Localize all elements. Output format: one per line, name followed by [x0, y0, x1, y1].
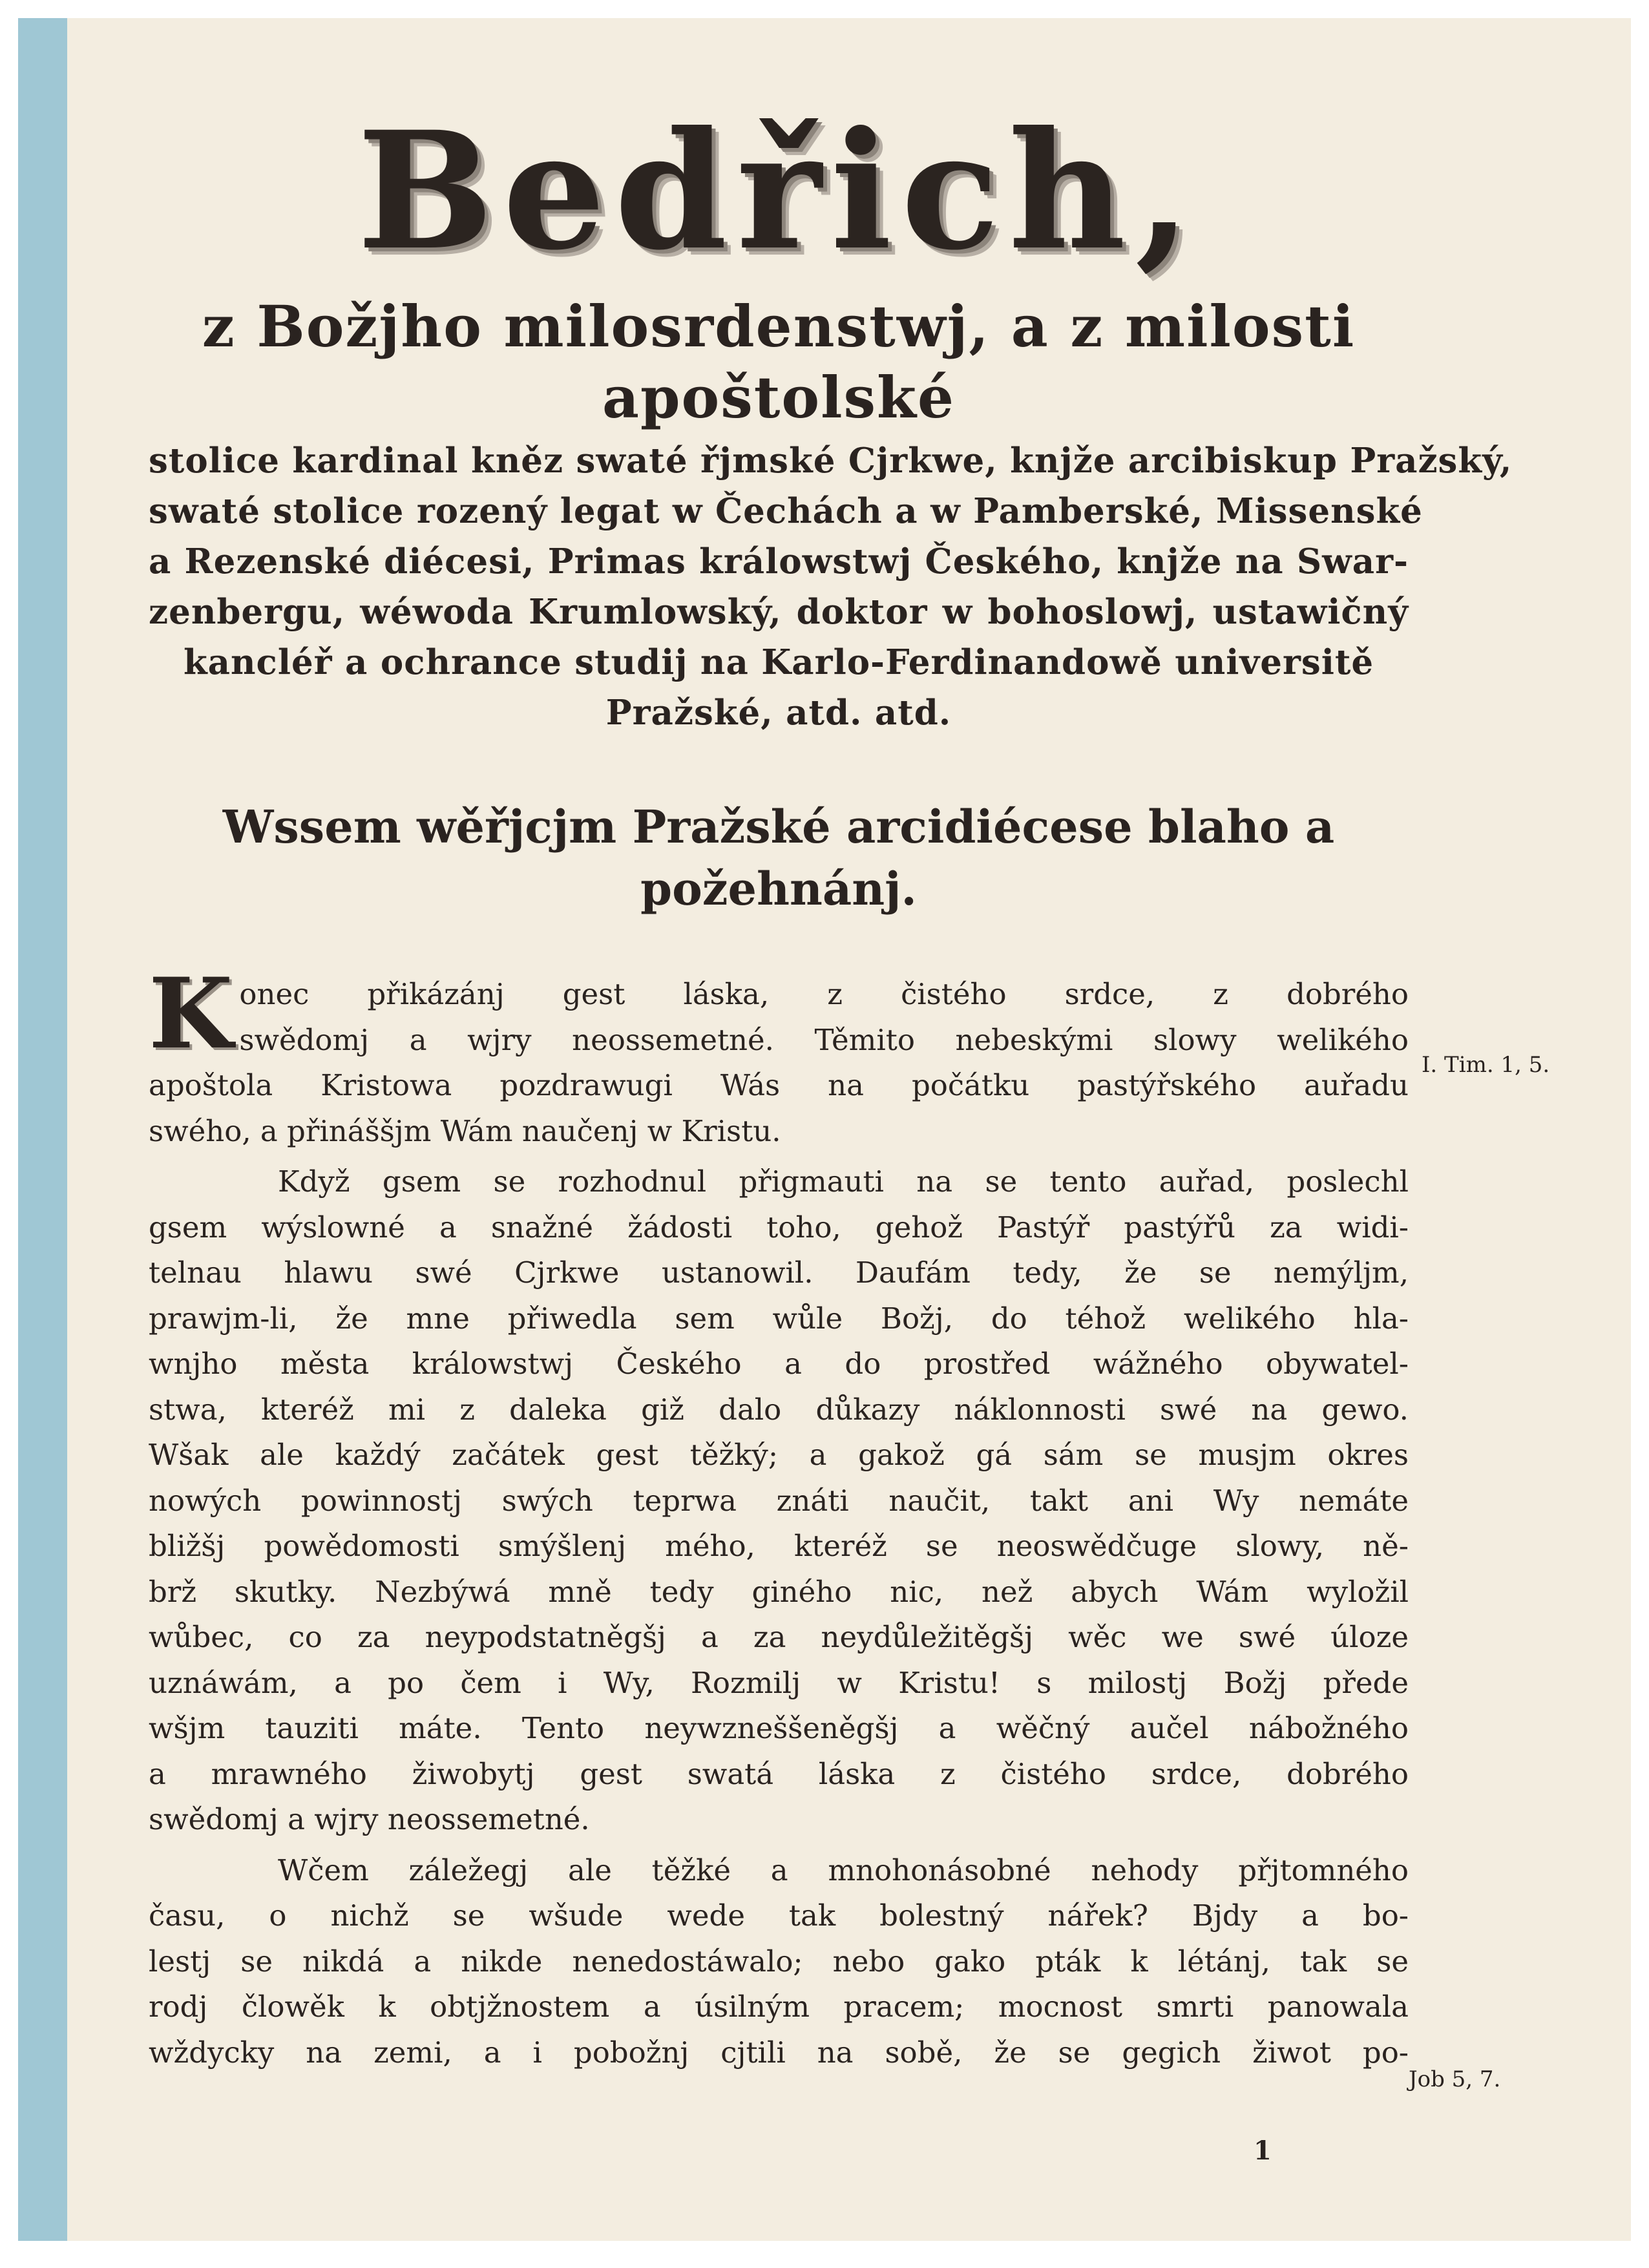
body-line: apoštola Kristowa pozdrawugi Wás na počátku pastýřského auřadu — [149, 1068, 1409, 1102]
body-line: stwa, kteréž mi z daleka giž dalo důkazy náklonnosti swé na gewo. — [149, 1392, 1409, 1427]
body-line: lestj se nikdá a nikde nenedostáwalo; nebo gako pták k létánj, tak se — [149, 1944, 1409, 1979]
subtitle-line: kancléř a ochrance studij na Karlo-Ferdinandowě universitě — [183, 642, 1374, 682]
margin-note-tim: I. Tim. 1, 5. — [1422, 1052, 1550, 1078]
body-line: uznáwám, a po čem i Wy, Rozmilj w Kristu! s milostj Božj přede — [149, 1665, 1409, 1700]
body-line: nowých powinnostj swých teprwa znáti naučit, takt ani Wy nemáte — [149, 1483, 1409, 1518]
body-line: swého, a přináššjm Wám naučenj w Kristu. — [149, 1113, 781, 1148]
paragraph-2 — [149, 1159, 1409, 1843]
body-line: swědomj a wjry neossemetné. Těmito nebeskými slowy welikého — [239, 1022, 1409, 1057]
body-line: brž skutky. Nezbýwá mně tedy giného nic, než abych Wám wyložil — [149, 1574, 1409, 1609]
body-line: Wšak ale každý začátek gest těžký; a gakož gá sám se musjm okres — [149, 1438, 1409, 1472]
body-line: onec přikázánj gest láska, z čistého srdce, z dobrého — [239, 977, 1409, 1011]
body-line: gsem wýslowné a snažné žádosti toho, gehož Pastýř pastýřů za widi- — [149, 1210, 1409, 1244]
subtitle-lead-line: z Božjho milosrdenstwj, a z milosti apoštolské — [202, 293, 1356, 431]
subtitle-line: zenbergu, wéwoda Krumlowský, doktor w bohoslowj, ustawičný — [149, 592, 1409, 632]
paragraph-3 — [149, 1848, 1409, 2076]
body-line: a mrawného žiwobytj gest swatá láska z čistého srdce, dobrého — [149, 1756, 1409, 1791]
subtitle-line: Pražské, atd. atd. — [605, 693, 952, 733]
paragraph-1 — [149, 957, 1409, 1154]
document-title: Bedřich, — [357, 96, 1201, 286]
page-number: 1 — [1254, 2136, 1272, 2166]
greeting-line: požehnánj. — [640, 862, 917, 916]
greeting-line: Wssem wěřjcjm Pražské arcidiécese blaho a — [222, 800, 1335, 854]
body-line: telnau hlawu swé Cjrkwe ustanowil. Daufám tedy, že se nemýljm, — [149, 1255, 1409, 1290]
body-line: swědomj a wjry neossemetné. — [149, 1802, 590, 1836]
margin-note-job: Job 5, 7. — [1409, 2066, 1501, 2092]
body-line: wždycky na zemi, a i pobožnj cjtili na sobě, že se gegich žiwot po- — [149, 2035, 1409, 2070]
body-line: prawjm-li, že mne přiwedla sem wůle Božj, do téhož welikého hla- — [149, 1301, 1409, 1336]
subtitle-block — [149, 436, 1513, 738]
body-line: wnjho města králowstwj Českého a do prostřed wážného obywatel- — [149, 1347, 1409, 1381]
subtitle-line: stolice kardinal kněz swaté řjmské Cjrkwe, knjže arcibiskup Pražský, — [149, 441, 1513, 481]
body-line: Když gsem se rozhodnul přigmauti na se tento auřad, poslechl — [278, 1164, 1409, 1199]
body-line: bližšj powědomosti smýšlenj mého, kteréž se neoswědčuge slowy, ně- — [149, 1529, 1409, 1563]
body-text — [149, 957, 1409, 2075]
blue-binding-strip — [18, 18, 67, 2241]
body-line: Wčem záležegj ale těžké a mnohonásobné nehody přjtomného — [278, 1853, 1409, 1887]
body-line: rodj člowěk k obtjžnostem a úsilným pracem; mocnost smrti panowala — [149, 1990, 1409, 2024]
subtitle-line: swaté stolice rozený legat w Čechách a w Pamberské, Missenské — [149, 491, 1423, 531]
drop-cap-letter: K — [149, 957, 233, 1071]
body-line: wšjm tauziti máte. Tento neywzneššeněgšj a wěčný aučel nábožného — [149, 1711, 1409, 1745]
body-line: wůbec, co za neypodstatněgšj a za neydůležitěgšj wěc we swé úloze — [149, 1620, 1409, 1654]
subtitle-line: a Rezenské diécesi, Primas králowstwj Českého, knjže na Swar- — [149, 541, 1409, 582]
body-line: času, o nichž se wšude wede tak bolestný nářek? Bjdy a bo- — [149, 1898, 1409, 1933]
greeting-heading — [149, 796, 1409, 920]
